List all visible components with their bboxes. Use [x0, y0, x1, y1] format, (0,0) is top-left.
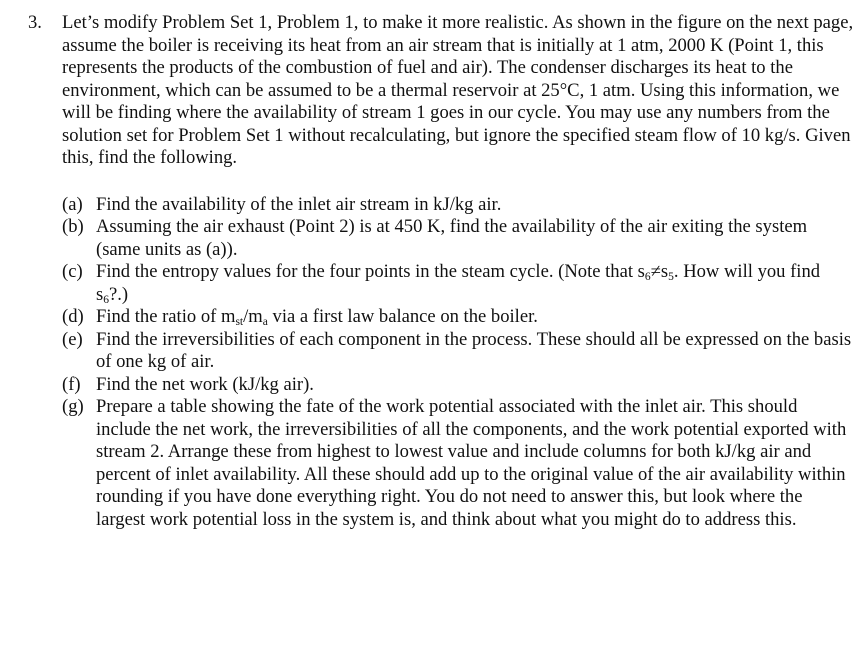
part-d-sub-2: a — [262, 315, 268, 328]
part-f-text: Find the net work (kJ/kg air). — [96, 373, 314, 395]
part-d-text-3: via a first law balance on the boiler. — [267, 306, 538, 327]
part-d-sub-1: st — [235, 315, 244, 328]
part-c-label: (c) — [62, 261, 83, 282]
part-c-text — [96, 261, 854, 306]
problem-number: 3. — [28, 12, 42, 33]
part-c-text-1: Find the entropy values for the four points in the steam cycle. (Note that s — [96, 261, 645, 282]
part-c-sub-3: 6 — [103, 293, 110, 306]
part-b-text: Assuming the air exhaust (Point 2) is at 450 K, find the availability of the air exiting the system (same units as (a)). — [96, 216, 808, 260]
part-g-text: Prepare a table showing the fate of the work potential associated with the inlet air. This should include the net work, the irreversibilities of all the components, and the work potential exported with stream 2. Arrange these from highest to lowest value and include columns for both kJ/kg air and percent of inlet availability. All these should add up to the original value of the air availability within rounding if you have done everything right. You do not need to answer this, but look where the largest work potential loss in the system is, and think about what you might do to address this. — [96, 396, 847, 530]
part-a — [62, 194, 854, 217]
part-a-label: (a) — [62, 193, 83, 215]
part-e — [62, 329, 854, 374]
part-a-text: Find the availability of the inlet air stream in kJ/kg air. — [96, 193, 502, 215]
part-c-sub-2: 5 — [668, 270, 674, 283]
part-f-label: (f) — [62, 373, 81, 395]
part-e-text: Find the irreversibilities of each component in the process. These should all be expressed on the basis of one kg of air. — [96, 328, 852, 372]
part-c-text-4: ?.) — [109, 283, 129, 305]
part-b-label: (b) — [62, 216, 84, 237]
part-g-label: (g) — [62, 396, 84, 417]
part-g — [62, 396, 854, 531]
part-d-text-1: Find the ratio of m — [96, 306, 236, 327]
part-d-text — [96, 306, 854, 329]
part-d — [62, 306, 854, 329]
problem-header — [28, 12, 854, 170]
parts-list — [62, 194, 854, 532]
part-c-text-3: . How will you find s — [96, 261, 821, 305]
part-e-label: (e) — [62, 328, 83, 350]
part-b — [62, 216, 854, 261]
part-c-sub-1: 6 — [644, 270, 651, 283]
part-d-text-2: /m — [243, 306, 263, 327]
part-f — [62, 374, 854, 397]
problem-3 — [28, 12, 854, 531]
problem-intro: Let’s modify Problem Set 1, Problem 1, to make it more realistic. As shown in the figure on the next page, assume the boiler is receiving its heat from an air stream that is initially at 1 atm, 2000 K (Point 1, this represents the products of the combustion of fuel and air). The condenser discharges its heat to the environment, which can be assumed to be a thermal reservoir at 25°C, 1 atm. Using this information, we will be finding where the availability of stream 1 goes in our cycle. You may use any numbers from the solution set for Problem Set 1 without recalculating, but ignore the specified steam flow of 10 kg/s. Given this, find the following. — [62, 12, 854, 168]
part-c — [62, 261, 854, 306]
part-d-label: (d) — [62, 306, 84, 327]
part-c-text-2: ≠s — [650, 261, 669, 282]
